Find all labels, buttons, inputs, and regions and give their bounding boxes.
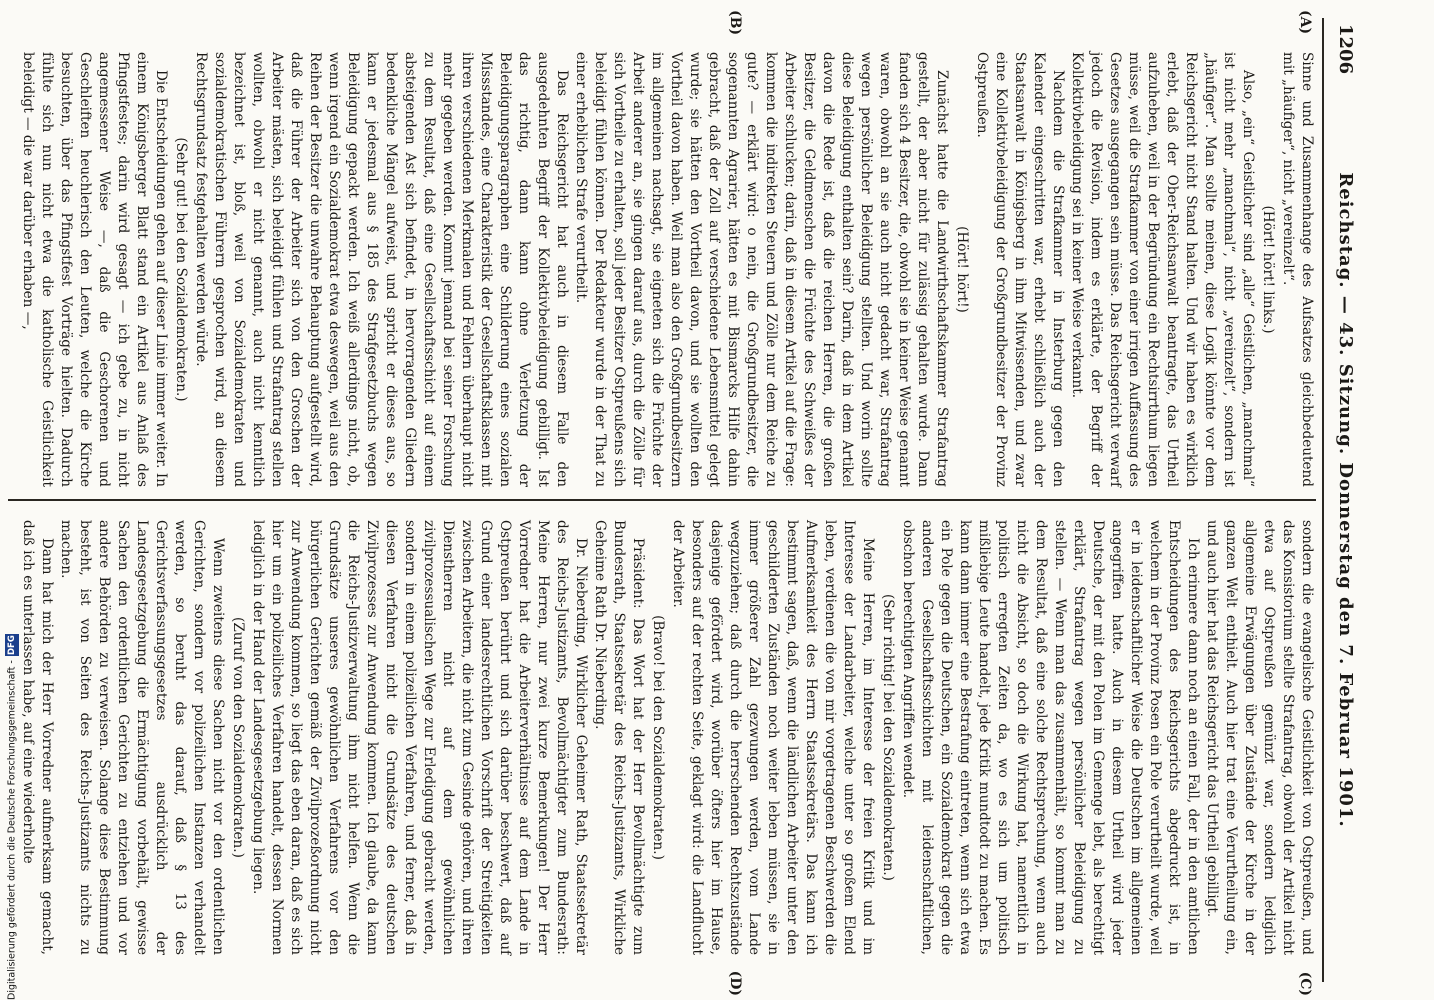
paragraph: Ich erinnere dann noch an einen Fall, der in den amtlichen Entscheidungen des Reichsgerichts abgedruckt ist, in welchem in der Provinz Posen ein Pole verurtheilt wurde, weil er in leidenschaftlicher Weise die Deutschen im allgemeinen angegriffen hatte. Auch in diesem Urtheil wird jeder Deutsche, der mit den Polen im Gemenge lebt, als berechtigt erklärt, Strafantrag wegen persönlicher Beleidigung zu stellen. — Wenn man das zusammenhält, so kommt man zu dem Resultat, daß eine solche Rechtsprechung, wenn auch nicht die Absicht, so doch die Wirkung hat, namentlich in politisch erregten Zeiten da, wo es sich um politisch mißliebige Leute handelt, jede Kritik mundtodt zu machen. Es kann dann immer eine Bestrafung eintreten, wenn sich etwa ein Pole gegen die Deutschen, ein Sozialdemokrat gegen die anderen Gesellschaftsschichten mit leidenschaftlichen, obschon berechtigten Angriffen wendet.	[900, 520, 1201, 955]
page-header	[1322, 18, 1362, 982]
column-divider	[8, 499, 1316, 501]
right-column	[18, 520, 1316, 955]
page-number: 1206	[1335, 24, 1356, 75]
paragraph: Zunächst hatte die Landwirthschaftskammer Strafantrag gestellt, der aber nicht für zulässig gehalten wurde. Dann fanden sich 4 Besitzer, die, obwohl sie in keiner Weise genannt waren, obwohl an sie auch nicht gedacht war, Strafantrag wegen persönlicher Beleidigung stellten. Und worin sollte diese Beleidigung enthalten sein? Darin, daß in dem Artikel davon die Rede ist, daß die reichen Herren, die großen Besitzer, die Geldmenschen die Früchte des Schweißes der Arbeiter schlucken; darin, daß in diesem Artikel auf die Frage: kommen die indirekten Steuern und Zölle nur dem Reiche zu gute? — erklärt wird: o nein, die Großgrundbesitzer, die sogenannten Agrarier, hätten es mit Bismarcks Hilfe dahin gebracht, daß der Zoll auf verschiedene Lebensmittel gelegt wurde; sie hätten den Vortheil davon, und sie wollten den Vortheil davon haben. Weil man also den Großgrundbesitzern im allgemeinen nachsagt, sie eigneten sich die Früchte der Arbeit anderer an, sie gingen darauf aus, durch die Zölle für sich Vortheile zu erhalten, soll jeder Besitzer Ostpreußens sich beleidigt fühlen können. Der Redakteur wurde in der That zu einer erheblichen Strafe verurtheilt.	[573, 52, 950, 487]
interjection: (Bravo! bei den Sozialdemokraten.)	[650, 615, 666, 860]
paragraph: Nachdem die Strafkammer in Insterburg gegen den Kalender eingeschritten war, erhebt schließlich auch der Staatsanwalt in Königsberg in ihm Mitwissenden, und zwar eine Kollektivbeleidigung der Großgrundbesitzer der Provinz Ostpreußen.	[974, 52, 1066, 487]
margin-marker-b: (B)	[727, 10, 743, 36]
left-column	[18, 52, 1316, 487]
paragraph: Das Reichsgericht hat auch in diesem Falle den ausgedehnten Begriff der Kollektivbeleidigung gebilligt. Ist das richtig, dann kann ohne Verletzung der Beleidigungsparagraphen eine Schilderung eines sozialen Missstandes, eine Charakteristik der Gesellschaftsklassen mit ihren verschiedenen Merkmalen und Fehlern überhaupt nicht mehr gegeben werden. Kommt jemand bei seiner Forschung zu dem Resultat, daß eine Gesellschaftsschicht auf einem absteigenden Ast sich befindet, in hervorragenden Gliedern bedenkliche Mängel aufweist, und spricht er dieses aus, so kann er jedesmal aus § 185 des Strafgesetzbuchs wegen Beleidigung gepackt werden. Ich weiß allerdings nicht, ob, wenn irgend ein Sozialdemokrat etwa deswegen, weil aus den Reihen der Besitzer die unwahre Behauptung aufgestellt wird, daß die Führer der Arbeiter sich von den Groschen der Arbeiter mästen, sich beleidigt fühlen und Strafantrag stellen wollten, obwohl er nicht genannt, auch nicht kenntlich bezeichnet ist, bloß, weil von Sozialdemokraten und sozialdemokratischen Führern gesprochen wird, an diesem Rechtsgrundsatz festgehalten werden würde.	[193, 52, 570, 487]
interjection: (Sehr richtig! bei den Sozialdemokraten.)	[880, 594, 896, 881]
credit-text: Digitalisierung gefördert durch die Deutsche Forschungsgemeinschaft -	[6, 660, 18, 1000]
paragraph: Meine Herren, im Interesse der freien Kritik und im Interesse der Landarbeiter, welche unter so großem Elend leben, verdienen die von mir vorgetragenen Beschwerden die Aufmerksamkeit des Herrn Staatssekretärs. Das kann ich bestimmt sagen, daß, wenn die ländlichen Arbeiter unter den geschilderten Zuständen noch weiter leben müssen, sie in immer größerer Zahl gezwungen werden, vom Lande wegzuziehen; daß durch die herrschenden Rechtszustände dasjenige gefördert wird, worüber öfters hier im Hause, besonders auf der rechten Seite, geklagt wird: die Landflucht der Arbeiter.	[670, 520, 876, 955]
paragraph: Also, „ein“ Geistlicher sind „alle“ Geistlichen, „manchmal“ ist nicht mehr „manchmal“, nicht „vereinzelt“, sondern ist „häufiger“. Man sollte meinen, diese Logik könnte vor dem Reichsgericht nicht Stand halten. Und wir haben es wirklich erlebt, daß der Ober-Reichsanwalt beantragte, das Urtheil aufzuheben, weil in der Begründung ein Rechtsirrthum liegen müsse, weil die Strafkammer von einer irrigen Auffassung des Gesetzes ausgegangen sein müsse. Das Reichsgericht verwarf jedoch die Revision, indem es erklärte, der Begriff der Kollektivbeleidigung sei in keiner Weise verkannt.	[1069, 52, 1256, 487]
dfg-logo: DFG	[7, 635, 17, 656]
paragraph: sondern die evangelische Geistlichkeit von Ostpreußen, und das Konsistorium stellte Strafantrag, obwohl der Artikel nicht etwa auf Ostpreußen gemünzt war, sondern lediglich allgemeine Erwägungen über Zustände der Kirche in der ganzen Welt enthielt. Auch hier trat eine Verurtheilung ein, und auch hier hat das Reichsgericht das Urtheil gebilligt.	[1204, 520, 1315, 955]
margin-marker-d: (D)	[727, 970, 743, 996]
paragraph: Präsident: Das Wort hat der Herr Bevollmächtigte zum Bundesrath, Staatssekretär des Reichs-Justizamts, Wirkliche Geheime Rath Dr. Nieberding.	[592, 520, 646, 955]
interjection: (Hört! hört! links.)	[1260, 205, 1276, 334]
paragraph: Dann hat mich der Herr Vorredner aufmerksam gemacht, daß ich es unterlassen habe, auf eine wiederholte	[20, 520, 55, 955]
margin-marker-c: (C)	[1297, 971, 1313, 996]
interjection: (Sehr gut! bei den Sozialdemokraten.)	[173, 137, 189, 402]
page-title: Reichstag. — 43. Sitzung. Donnerstag den 7. Februar 1901.	[1335, 172, 1356, 828]
paragraph: Wenn zweitens diese Sachen nicht vor den ordentlichen Gerichten, sondern vor polizeilichen Instanzen verhandelt werden, so beruht das darauf, daß § 13 des Gerichtsverfassungsgesetzes ausdrücklich der Landesgesetzgebung die Ermächtigung vorbehält, gewisse Sachen den ordentlichen Gerichten zu entziehen und vor andere Behörden zu verweisen. Solange diese Bestimmung besteht, ist von Seiten des Reichs-Justizamts nichts zu machen.	[58, 520, 226, 955]
margin-marker-a: (A)	[1297, 10, 1313, 35]
paragraph: Sinne und Zusammenhange des Aufsatzes gleichbedeutend mit „häufiger“, nicht „vereinzelt“.	[1280, 52, 1315, 487]
paragraph: Dr. Nieberding, Wirklicher Geheimer Rath, Staatssekretär des Reichs-Justizamts, Bevollmächtigter zum Bundesrath: Meine Herren, nur zwei kurze Bemerkungen! Der Herr Vorredner hat die Arbeiterverhältnisse auf dem Lande in Ostpreußen berührt und sich darüber beschwert, daß auf Grund einer landesrechtlichen Vorschrift der Streitigkeiten zwischen Arbeitern, die nicht zum Gesinde gehören, und ihren Dienstherren nicht auf dem gewöhnlichen zivilprozessualischen Wege zur Erledigung gebracht werden, sondern in einem polizeilichen Verfahren, und ferner, daß in diesen Verfahren nicht die Grundsätze des deutschen Zivilprozesses zur Anwendung kommen. Ich glaube, da kann die Reichs-Justizverwaltung ihm nicht helfen. Wenn die Grundsätze unseres gewöhnlichen Verfahrens vor den bürgerlichen Gerichten gemäß der Zivilprozeßordnung nicht zur Anwendung kommen, so liegt das eben daran, daß es sich hier um ein polizeiliches Verfahren handelt, dessen Normen lediglich in der Hand der Landesgesetzgebung liegen.	[250, 520, 589, 955]
interjection: (Hört! hört!)	[954, 226, 970, 313]
interjection: (Zuruf von den Sozialdemokraten.)	[230, 617, 246, 858]
paragraph: Die Entscheidungen gehen auf dieser Linie immer weiter. In einem Königsberger Blatt stand ein Artikel aus Anlaß des Pfingstfestes; darin wird gesagt — ich gebe zu, in nicht angemessener Weise —, daß die Geschorenen und Geschleiften heuchlerisch den Leuten, welche die Kirche besuchten, über das Pfingstfest Vorträge hielten. Dadurch fühlte sich nun nicht etwa die katholische Geistlichkeit beleidigt — die war darüber erhaben —,	[20, 52, 169, 487]
